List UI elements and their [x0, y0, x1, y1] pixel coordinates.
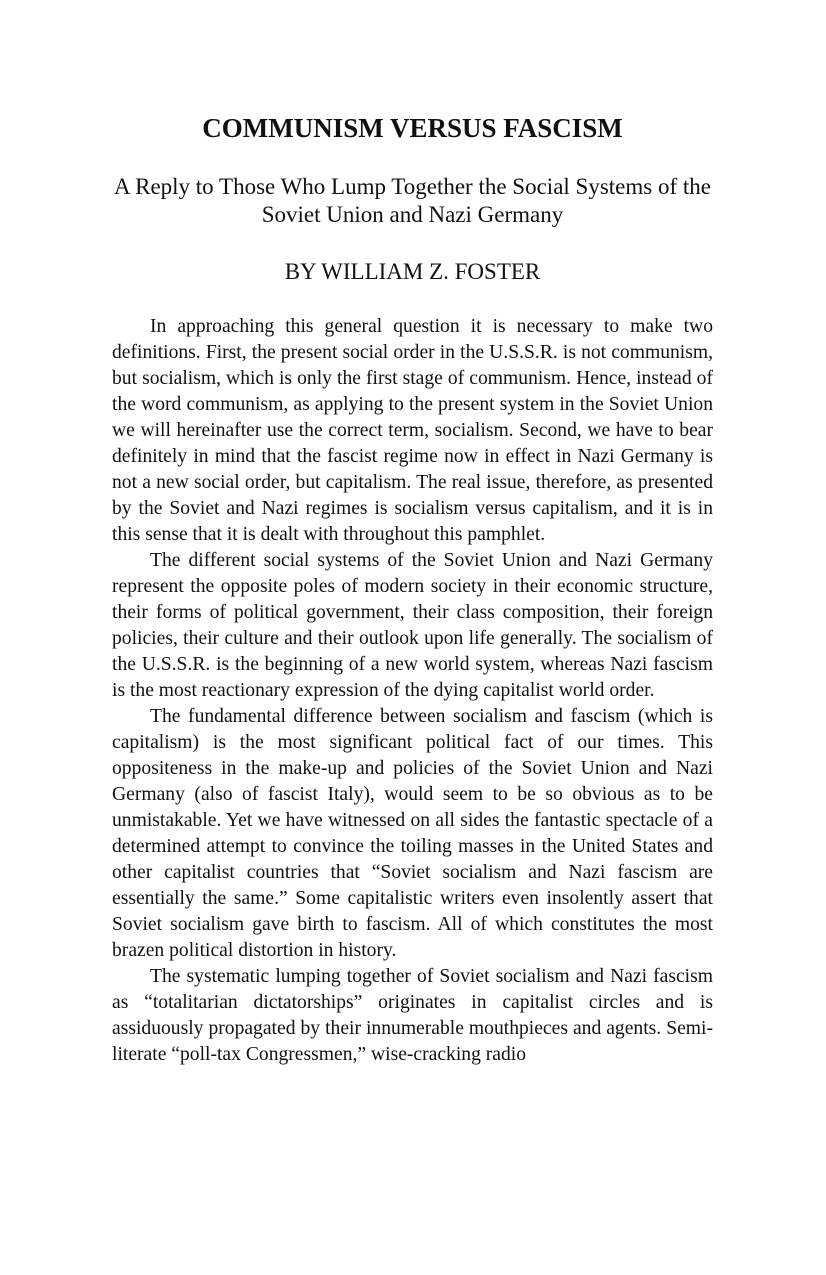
paragraph: The systematic lumping together of Soviet socialism and Nazi fascism as “totalitarian dictatorships” originates in capitalist circles and is assiduously propagated by their innumerable mouthpieces and agents. Semi-literate “poll-tax Congressmen,” wise-cracking radio	[112, 966, 713, 1065]
paragraph: The fundamental difference between socialism and fascism (which is capitalism) is the most significant political fact of our times. This oppositeness in the make-up and policies of the Soviet Union and Nazi Germany (also of fascist Italy), would seem to be so obvious as to be unmistakable. Yet we have witnessed on all sides the fantastic spectacle of a determined attempt to convince the toiling masses in the United States and other capitalist countries that “Soviet socialism and Nazi fascism are essentially the same.” Some capitalistic writers even insolently assert that Soviet socialism gave birth to fascism. All of which constitutes the most brazen political distortion in history.	[112, 706, 713, 961]
document-subtitle: A Reply to Those Who Lump Together the Social Systems of the Soviet Union and Nazi Germany	[114, 174, 711, 227]
body-text	[112, 314, 713, 1068]
paragraph: In approaching this general question it is necessary to make two definitions. First, the present social order in the U.S.S.R. is not communism, but socialism, which is only the first stage of communism. Hence, instead of the word communism, as applying to the present system in the Soviet Union we will hereinafter use the correct term, socialism. Second, we have to bear definitely in mind that the fascist regime now in effect in Nazi Germany is not a new social order, but capitalism. The real issue, therefore, as presented by the Soviet and Nazi regimes is socialism versus capitalism, and it is in this sense that it is dealt with throughout this pamphlet.	[112, 316, 713, 545]
author-byline: BY WILLIAM Z. FOSTER	[284, 259, 541, 284]
document-page	[112, 110, 713, 1068]
document-title: COMMUNISM VERSUS FASCISM	[202, 113, 623, 143]
paragraph: The different social systems of the Soviet Union and Nazi Germany represent the opposite poles of modern society in their economic structure, their forms of political government, their class composition, their foreign policies, their culture and their outlook upon life generally. The socialism of the U.S.S.R. is the beginning of a new world system, whereas Nazi fascism is the most reactionary expression of the dying capitalist world order.	[112, 550, 713, 701]
